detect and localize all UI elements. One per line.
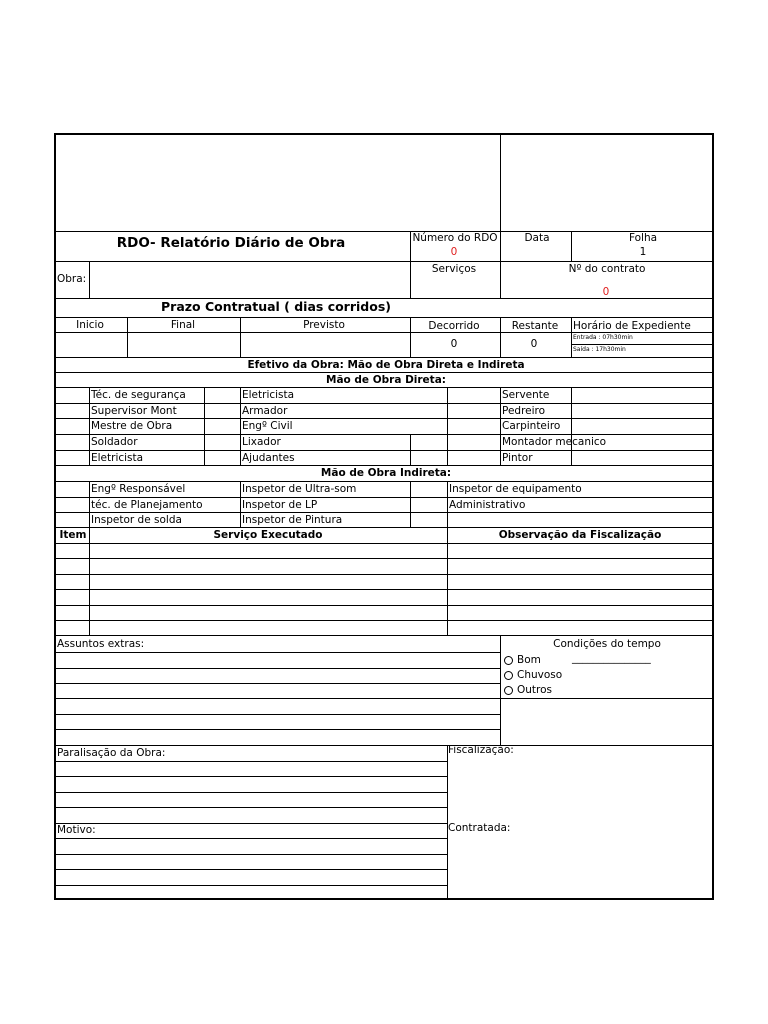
grid-line	[56, 372, 714, 373]
labor-role-label: Inspetor de equipamento	[449, 483, 582, 495]
grid-line	[410, 481, 411, 527]
labor-role-label: Ajudantes	[242, 452, 295, 464]
item-header: Item	[59, 529, 87, 541]
grid-line	[56, 387, 714, 388]
grid-line	[56, 434, 714, 435]
saida-text: Saída : 17h30min	[573, 346, 626, 353]
labor-role-label: Supervisor Mont	[91, 405, 177, 417]
grid-line	[56, 512, 714, 513]
numero-rdo-value: 0	[450, 246, 458, 258]
bom-line: _______________	[572, 652, 651, 664]
grid-line	[56, 683, 500, 684]
data-label: Data	[524, 232, 550, 244]
prazo-title: Prazo Contratual ( dias corridos)	[161, 299, 391, 314]
grid-line	[56, 854, 447, 855]
grid-line	[56, 635, 714, 636]
grid-line	[56, 497, 714, 498]
restante-value: 0	[530, 338, 538, 350]
motivo-label: Motivo:	[57, 824, 96, 836]
outros-label: Outros	[517, 684, 553, 696]
indireta-title: Mão de Obra Indireta:	[320, 467, 452, 479]
labor-role-label: Inspetor de LP	[242, 499, 318, 511]
grid-line	[410, 231, 411, 298]
entrada-text: Entrada : 07h30min	[573, 334, 633, 341]
labor-role-label: Soldador	[91, 436, 138, 448]
folha-label: Folha	[628, 232, 658, 244]
grid-line	[56, 261, 714, 262]
labor-role-label: Pintor	[502, 452, 533, 464]
grid-line	[56, 776, 447, 777]
obra-label: Obra:	[57, 273, 87, 285]
grid-line	[56, 481, 714, 482]
labor-role-label: Pedreiro	[502, 405, 546, 417]
fiscalizacao-label: Fiscalização:	[448, 744, 514, 756]
labor-role-label: Inspetor de solda	[91, 514, 182, 526]
grid-line	[56, 668, 500, 669]
grid-line	[240, 481, 241, 527]
grid-line	[56, 714, 500, 715]
grid-line	[56, 450, 714, 451]
efetivo-title: Efetivo da Obra: Mão de Obra Direta e Indireta	[247, 359, 525, 371]
grid-line	[56, 357, 714, 358]
grid-line	[56, 823, 447, 824]
restante-label: Restante	[511, 320, 559, 332]
grid-line	[56, 885, 447, 886]
grid-line	[56, 231, 714, 232]
grid-line	[56, 317, 714, 318]
grid-line	[410, 434, 411, 465]
grid-line	[447, 387, 448, 465]
rdo-form	[54, 133, 714, 900]
servicos-label: Serviços	[431, 263, 477, 275]
bom-radio[interactable]	[504, 656, 513, 665]
grid-line	[571, 387, 572, 465]
labor-role-label: Eletricista	[91, 452, 144, 464]
form-title: RDO- Relatório Diário de Obra	[116, 235, 346, 251]
contrato-label: Nº do contrato	[568, 263, 646, 275]
outros-radio[interactable]	[504, 686, 513, 695]
labor-role-label: Inspetor de Pintura	[242, 514, 343, 526]
grid-line	[56, 332, 240, 333]
condicoes-label: Condições do tempo	[553, 638, 661, 650]
labor-role-label: Mestre de Obra	[91, 420, 173, 432]
grid-line	[240, 317, 241, 357]
grid-line	[89, 527, 90, 635]
grid-line	[204, 387, 205, 465]
grid-line	[89, 481, 90, 527]
grid-line	[56, 543, 714, 544]
grid-line	[571, 231, 572, 261]
grid-line	[127, 317, 128, 357]
chuvoso-label: Chuvoso	[517, 669, 563, 681]
labor-role-label: Lixador	[242, 436, 281, 448]
grid-line	[447, 527, 448, 635]
grid-line	[56, 465, 714, 466]
grid-line	[500, 387, 501, 465]
final-label: Final	[170, 319, 196, 331]
grid-line	[571, 317, 572, 357]
contratada-label: Contratada:	[448, 822, 511, 834]
grid-line	[56, 527, 714, 528]
numero-rdo-label: Número do RDO	[412, 232, 498, 244]
grid-line	[56, 838, 447, 839]
labor-role-label: Administrativo	[449, 499, 526, 511]
inicio-label: Inicio	[76, 319, 104, 331]
servico-executado-header: Serviço Executado	[213, 529, 323, 541]
grid-line	[56, 589, 714, 590]
grid-line	[56, 745, 714, 746]
labor-role-label: Montador mecanico	[502, 436, 607, 448]
grid-line	[447, 481, 448, 527]
grid-line	[56, 558, 714, 559]
grid-line	[56, 761, 447, 762]
labor-role-label: Carpinteiro	[502, 420, 561, 432]
labor-role-label: Téc. de segurança	[91, 389, 186, 401]
observacao-header: Observação da Fiscalização	[498, 529, 662, 541]
labor-role-label: Engº Civil	[242, 420, 293, 432]
grid-line	[56, 807, 447, 808]
grid-line	[571, 344, 714, 345]
grid-line	[56, 698, 500, 699]
decorrido-label: Decorrido	[428, 320, 480, 332]
grid-line	[56, 729, 500, 730]
grid-line	[56, 620, 714, 621]
bom-label: Bom	[517, 654, 541, 666]
grid-line	[500, 698, 714, 699]
grid-line	[56, 605, 714, 606]
grid-line	[56, 403, 714, 404]
labor-role-label: Inspetor de Ultra-som	[242, 483, 357, 495]
grid-line	[56, 652, 500, 653]
grid-line	[89, 387, 90, 465]
chuvoso-radio[interactable]	[504, 671, 513, 680]
grid-line	[500, 317, 501, 357]
contrato-value: 0	[602, 286, 610, 298]
horario-label: Horário de Expediente	[573, 320, 691, 332]
labor-role-label: Engº Responsável	[91, 483, 186, 495]
grid-line	[56, 574, 714, 575]
grid-line	[500, 635, 501, 745]
grid-line	[500, 135, 501, 298]
previsto-label: Previsto	[303, 319, 345, 331]
grid-line	[56, 418, 714, 419]
labor-role-label: Servente	[502, 389, 550, 401]
direta-title: Mão de Obra Direta:	[326, 374, 446, 386]
grid-line	[56, 869, 447, 870]
paralisacao-label: Paralisação da Obra:	[57, 747, 166, 759]
grid-line	[240, 332, 410, 333]
decorrido-value: 0	[450, 338, 458, 350]
grid-line	[410, 317, 411, 357]
labor-role-label: Eletricista	[242, 389, 295, 401]
assuntos-label: Assuntos extras:	[57, 638, 145, 650]
grid-line	[89, 261, 90, 298]
labor-role-label: téc. de Planejamento	[91, 499, 203, 511]
grid-line	[240, 387, 241, 465]
folha-value: 1	[639, 246, 647, 258]
labor-role-label: Armador	[242, 405, 288, 417]
grid-line	[56, 792, 447, 793]
